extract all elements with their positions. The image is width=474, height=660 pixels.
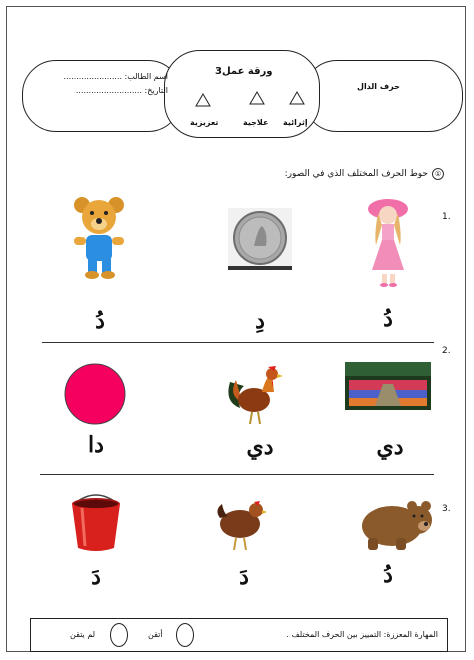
letter-choice[interactable]: دِ [255, 308, 265, 334]
row-number: 3. [442, 504, 451, 514]
letter-choice[interactable]: دا [88, 432, 104, 458]
skill-text: المهارة المعززة: التمييز بين الحرف المختلف . [286, 630, 438, 639]
instruction-text: حوط الحرف المختلف الذي في الصور: [284, 169, 428, 179]
triangle-icon[interactable] [249, 90, 265, 109]
student-info-pill [22, 60, 182, 132]
letter-choice[interactable]: دُ [95, 308, 105, 334]
rooster-image [222, 362, 288, 428]
divider [40, 474, 434, 475]
topic-title: حرف الدال [357, 82, 400, 91]
student-name-field[interactable]: اسم الطالب: ....................... [63, 72, 168, 81]
not-mastered-option[interactable] [110, 623, 128, 647]
row-number: 2. [442, 346, 451, 356]
letter-choice[interactable]: دُ [383, 562, 393, 588]
level-label: إثرائية [283, 118, 308, 127]
divider [42, 342, 434, 343]
row-number: 1. [442, 212, 451, 222]
circle-image [56, 362, 134, 426]
letter-choice[interactable]: دَ [239, 564, 249, 590]
triangle-icon[interactable] [195, 92, 211, 111]
letter-choice[interactable]: دُ [383, 306, 393, 332]
garden-image [345, 362, 431, 410]
doll-image [358, 195, 418, 290]
hen-image [210, 490, 274, 554]
instruction [285, 168, 444, 180]
number-one-icon: ① [432, 168, 444, 180]
mastered-label: أتقن [148, 630, 163, 639]
bear-image [356, 490, 440, 554]
topic-pill [303, 60, 463, 132]
date-field[interactable]: التاريخ: .......................... [75, 86, 168, 95]
worksheet-title: ورقة عمل3 [215, 66, 273, 77]
coin-image [228, 208, 292, 270]
letter-choice[interactable]: دي [246, 434, 274, 460]
letter-choice[interactable]: دي [376, 434, 404, 460]
not-mastered-label: لم يتقن [70, 630, 96, 639]
triangle-icon[interactable] [289, 90, 305, 109]
letter-choice[interactable]: دَ [91, 564, 101, 590]
bear-toy-image [68, 195, 130, 281]
level-label: علاجية [243, 118, 269, 127]
level-label: تعزيزية [190, 118, 219, 127]
mastered-option[interactable] [176, 623, 194, 647]
bucket-image [68, 490, 124, 556]
